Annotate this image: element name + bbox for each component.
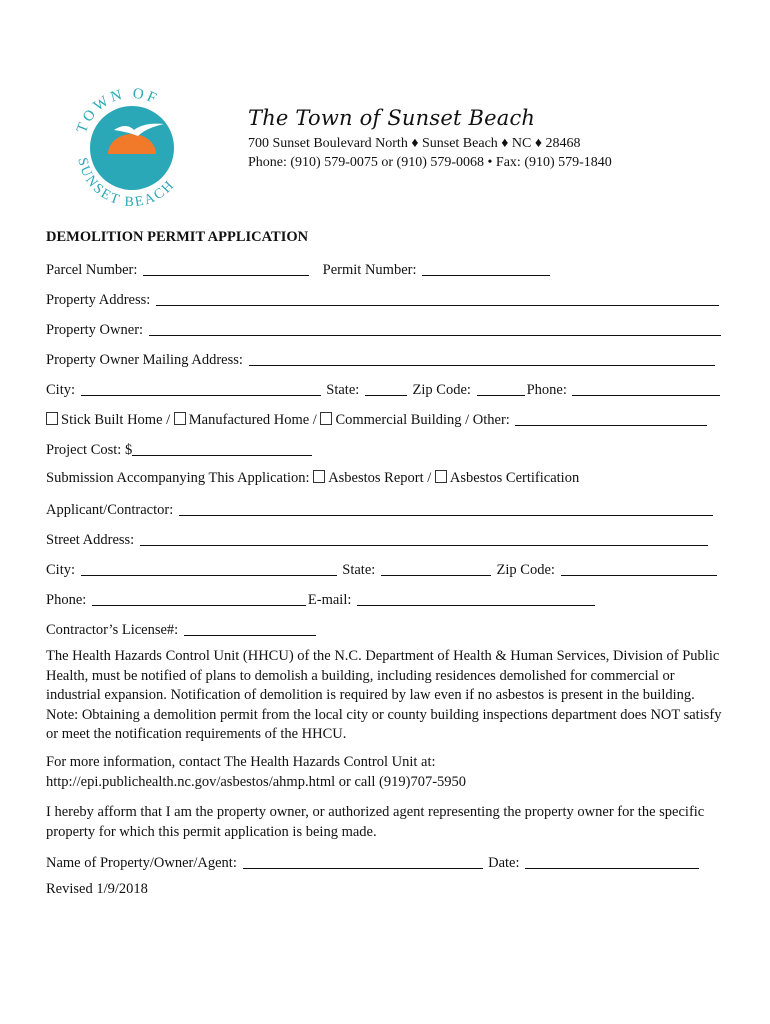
email-label: E-mail: — [307, 592, 352, 608]
asbestos-report-label: Asbestos Report / — [328, 470, 432, 486]
revised-date: Revised 1/9/2018 — [46, 881, 148, 897]
phone2-label: Phone: — [46, 592, 87, 608]
asbestos-cert-checkbox[interactable] — [435, 470, 447, 483]
license-row — [46, 619, 318, 639]
applicant-row — [46, 499, 715, 519]
zip2-field[interactable] — [561, 561, 717, 576]
phone2-field[interactable] — [92, 591, 306, 606]
header-address: 700 Sunset Boulevard North ♦ Sunset Beach ♦ NC ♦ 28468 — [248, 136, 581, 151]
property-owner-row — [46, 319, 723, 339]
street-field[interactable] — [140, 531, 708, 546]
contact-url: http://epi.publichealth.nc.gov/asbestos/ahmp.html or call (919)707-5950 — [46, 773, 467, 790]
phone-field[interactable] — [572, 381, 720, 396]
building-type-row — [46, 409, 709, 429]
stick-built-checkbox[interactable] — [46, 412, 58, 425]
owner-mailing-row — [46, 349, 717, 369]
affirm-statement: I hereby afform that I am the property owner, or authorized agent representing the property owner for the specific property for which this permit application is being made. — [46, 804, 705, 840]
town-title: The Town of Sunset Beach — [248, 106, 536, 130]
manufactured-checkbox[interactable] — [174, 412, 186, 425]
zip2-label: Zip Code: — [496, 562, 555, 578]
zip-label: Zip Code: — [412, 382, 471, 398]
signature-row — [46, 852, 701, 872]
commercial-label: Commercial Building / Other: — [335, 412, 510, 428]
manufactured-label: Manufactured Home / — [188, 412, 317, 428]
submission-row — [46, 469, 579, 487]
header-address-block — [248, 134, 612, 172]
applicant-field[interactable] — [179, 501, 713, 516]
hhcu-notice: The Health Hazards Control Unit (HHCU) of the N.C. Department of Health & Human Services, Division of Public Health, must be notified of plans to demolish a building, including residences demolished for commercial or industrial expansion. Notification of demolition is required by law even if no asbestos is present in the building. Note: Obtaining a demolition permit from the local city or county building inspections department does NOT satisfy or meet the notification requirements of the HHCU. — [46, 648, 722, 742]
license-field[interactable] — [184, 621, 316, 636]
contact-block — [46, 753, 726, 792]
parcel-label: Parcel Number: — [46, 262, 138, 278]
form-title: DEMOLITION PERMIT APPLICATION — [46, 229, 309, 245]
project-cost-row — [46, 439, 314, 459]
city2-row — [46, 559, 719, 579]
zip-field[interactable] — [477, 381, 525, 396]
owner-mailing-label: Property Owner Mailing Address: — [46, 352, 243, 368]
submission-label: Submission Accompanying This Application: — [46, 470, 310, 486]
property-address-field[interactable] — [156, 291, 719, 306]
asbestos-cert-label: Asbestos Certification — [449, 470, 580, 486]
permit-label: Permit Number: — [322, 262, 417, 278]
owner-mailing-field[interactable] — [249, 351, 715, 366]
phone-label: Phone: — [526, 382, 567, 398]
header-phone: Phone: (910) 579-0075 or (910) 579-0068 • Fax: (910) 579-1840 — [248, 155, 612, 170]
parcel-row — [46, 259, 552, 279]
property-owner-label: Property Owner: — [46, 322, 144, 338]
signature-name-field[interactable] — [243, 854, 483, 869]
contact-line: For more information, contact The Health Hazards Control Unit at: — [46, 754, 436, 770]
signature-name-label: Name of Property/Owner/Agent: — [46, 855, 237, 871]
state-field[interactable] — [365, 381, 407, 396]
city-row — [46, 379, 722, 399]
town-logo — [68, 82, 196, 212]
signature-date-field[interactable] — [525, 854, 699, 869]
street-label: Street Address: — [46, 532, 135, 548]
property-owner-field[interactable] — [149, 321, 721, 336]
state-label: State: — [326, 382, 360, 398]
email-field[interactable] — [357, 591, 595, 606]
stick-built-label: Stick Built Home / — [61, 412, 171, 428]
state2-label: State: — [342, 562, 376, 578]
parcel-number-field[interactable] — [143, 261, 309, 276]
phone-email-row — [46, 589, 597, 609]
other-type-field[interactable] — [515, 411, 707, 426]
logo-top-text: TOWN OF — [73, 85, 162, 136]
logo-bottom-text: SUNSET BEACH — [74, 156, 179, 211]
city2-field[interactable] — [81, 561, 337, 576]
commercial-checkbox[interactable] — [320, 412, 332, 425]
city2-label: City: — [46, 562, 76, 578]
asbestos-report-checkbox[interactable] — [313, 470, 325, 483]
city-label: City: — [46, 382, 76, 398]
license-label: Contractor’s License#: — [46, 622, 179, 638]
applicant-label: Applicant/Contractor: — [46, 502, 174, 518]
property-address-row — [46, 289, 721, 309]
permit-number-field[interactable] — [422, 261, 550, 276]
street-row — [46, 529, 710, 549]
city-field[interactable] — [81, 381, 321, 396]
property-address-label: Property Address: — [46, 292, 151, 308]
project-cost-label: Project Cost: $ — [46, 442, 133, 458]
signature-date-label: Date: — [488, 855, 520, 871]
state2-field[interactable] — [381, 561, 491, 576]
project-cost-field[interactable] — [132, 441, 312, 456]
